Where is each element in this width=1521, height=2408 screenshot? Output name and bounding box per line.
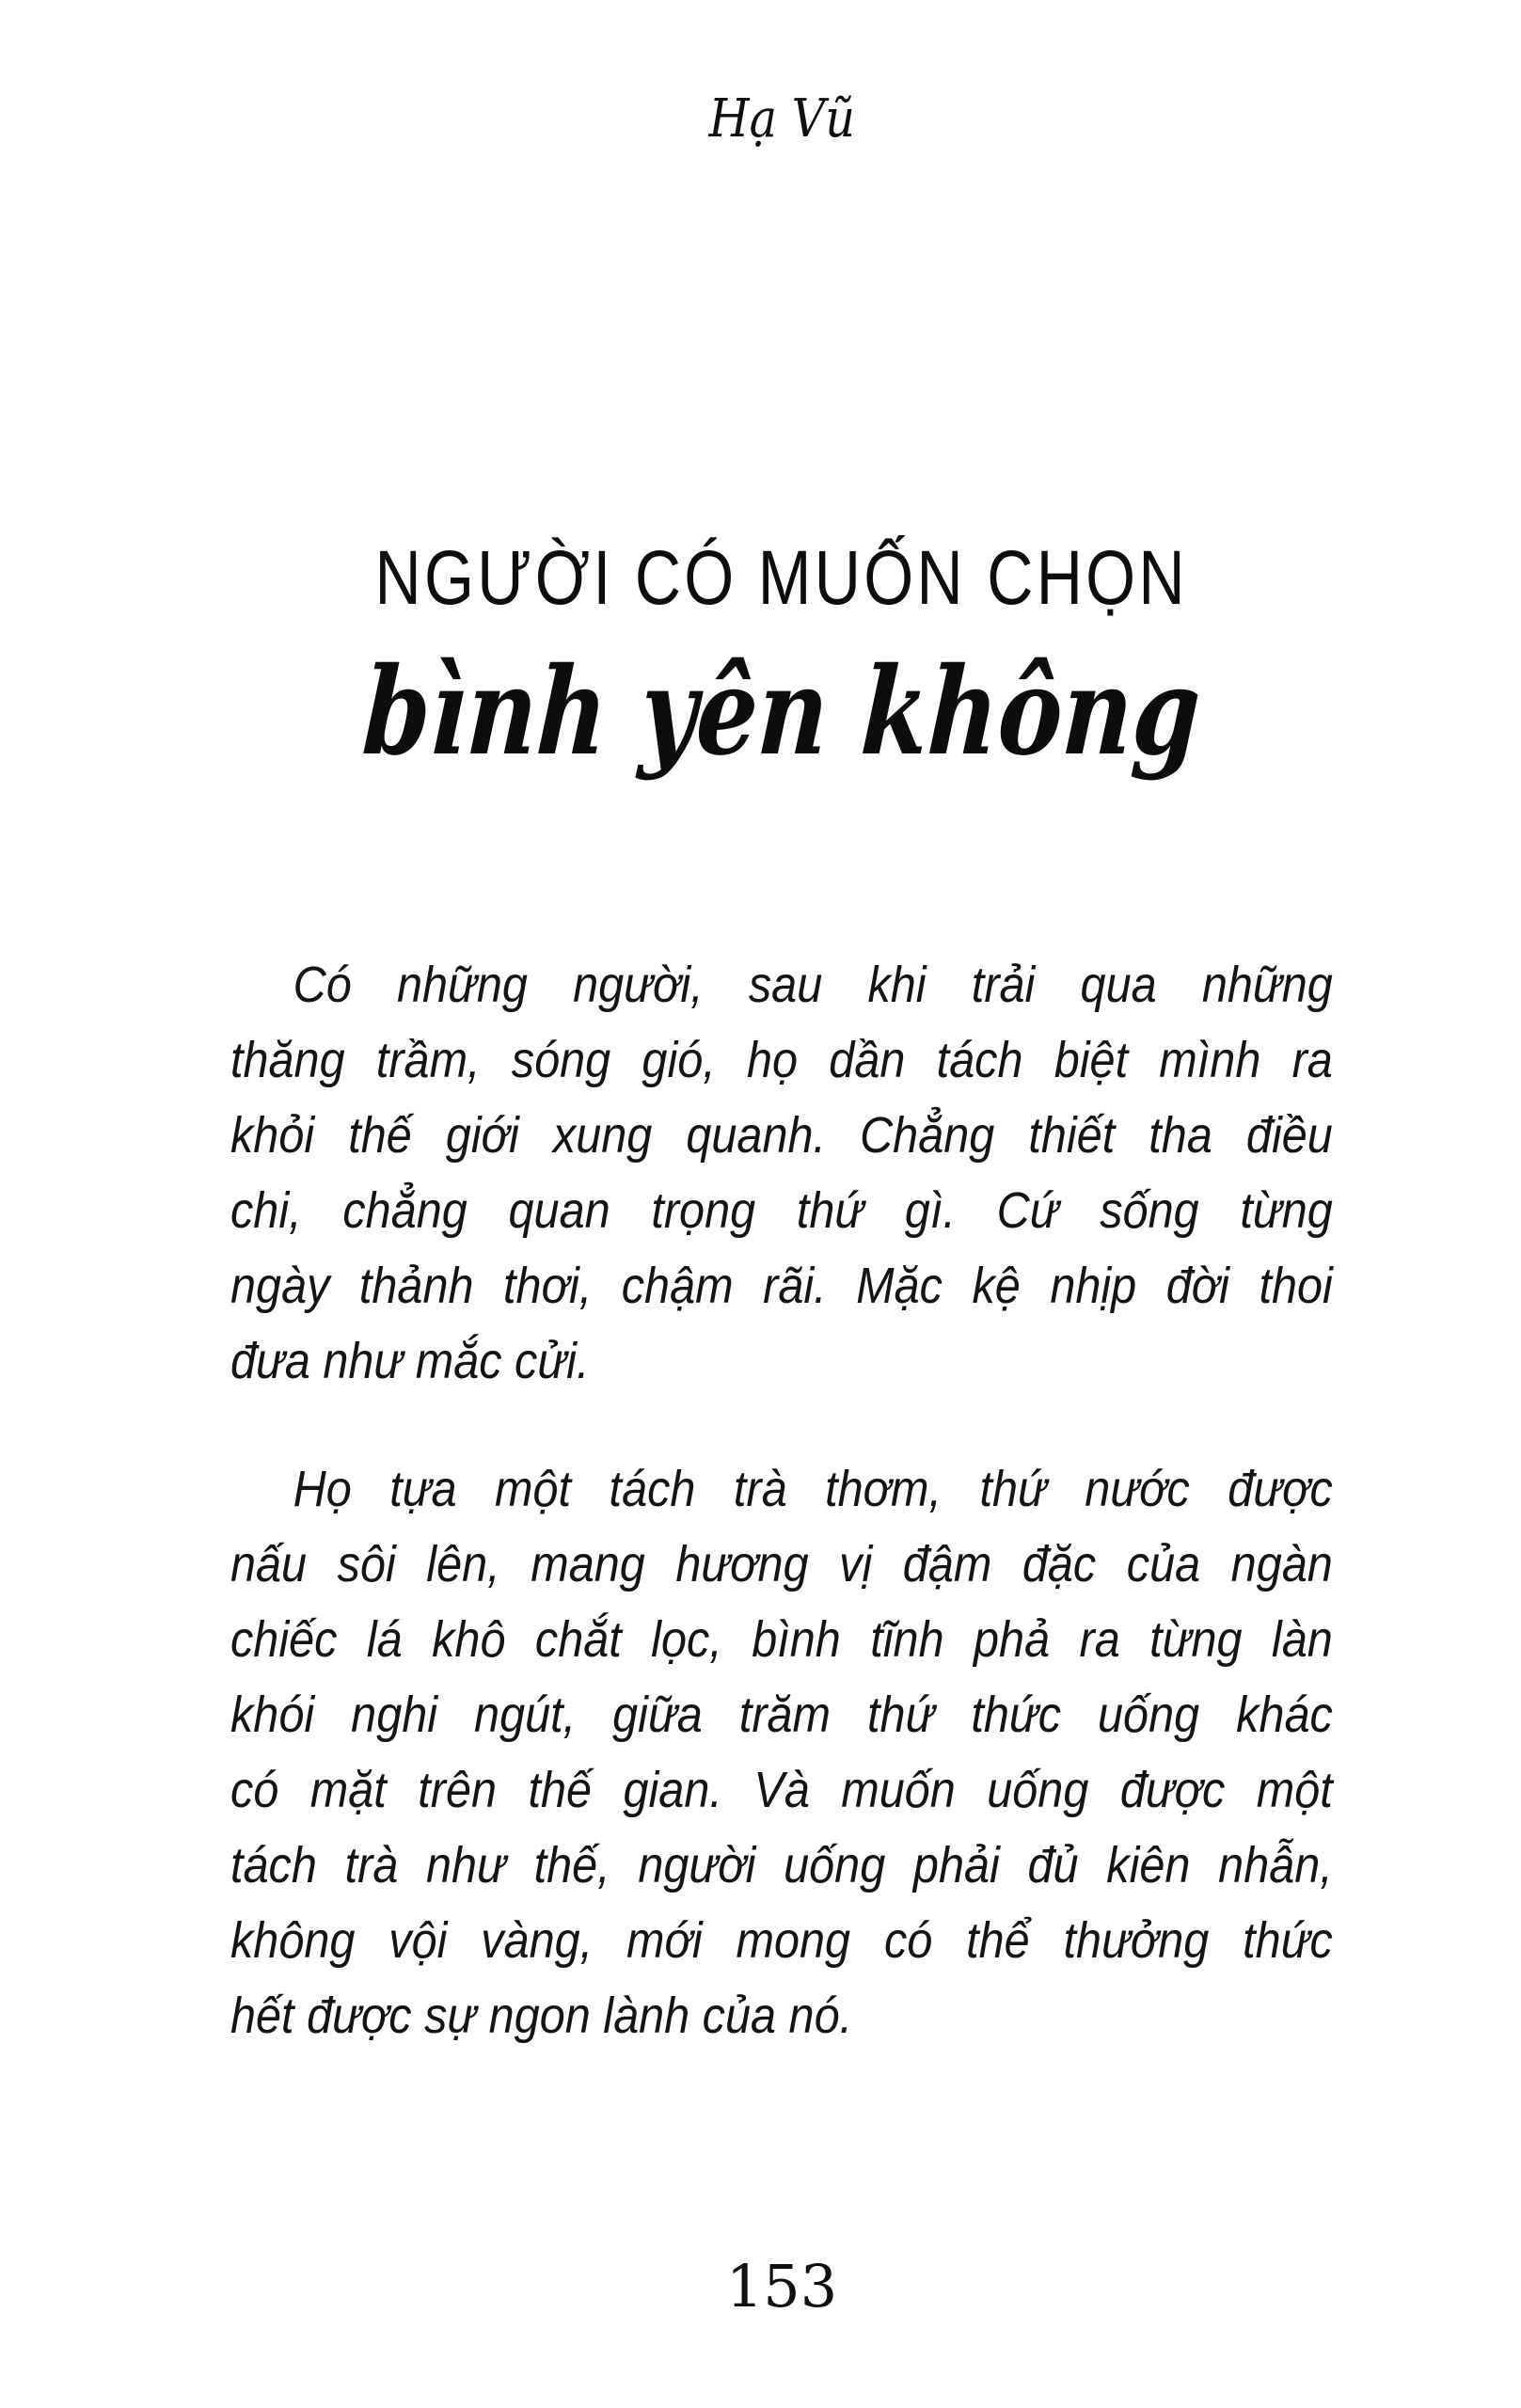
running-header [230,87,1333,152]
body-line: Họ tựa một tách trà thơm, thứ nước được [293,1461,1333,1517]
body-line: Có những người, sau khi trải qua những [293,957,1333,1013]
body-line: đưa như mắc cửi. [230,1333,590,1389]
body-line: có mặt trên thế gian. Và muốn uống được một [230,1762,1333,1818]
body-line: nấu sôi lên, mang hương vị đậm đặc của ngàn [230,1536,1333,1592]
body-line: không vội vàng, mới mong có thể thưởng thức [230,1912,1333,1969]
body-line: ngày thảnh thơi, chậm rãi. Mặc kệ nhịp đời thoi [230,1258,1333,1314]
page-number: 153 [725,2252,838,2321]
body-line: chi, chẳng quan trọng thứ gì. Cứ sống từng [230,1182,1333,1239]
body-line: khỏi thế giới xung quanh. Chẳng thiết tha điều [230,1107,1333,1164]
body-line: khói nghi ngút, giữa trăm thứ thức uống khác [230,1687,1333,1743]
chapter-title-caps: NGƯỜI CÓ MUỐN CHỌN [374,535,1189,621]
chapter-subtitle-text: bình yên không [359,642,1204,783]
chapter-subtitle-script [230,604,1333,820]
body-line: thăng trầm, sóng gió, họ dần tách biệt mình ra [230,1032,1333,1088]
body-line: tách trà như thế, người uống phải đủ kiên nhẫn, [230,1837,1333,1893]
paragraph-2 [230,1451,1333,2053]
body-line: hết được sự ngon lành của nó. [230,1988,853,2044]
paragraph-1 [230,947,1333,1399]
body-line: chiếc lá khô chắt lọc, bình tĩnh phả ra từng làn [230,1611,1333,1668]
running-header-author: Hạ Vũ [708,88,855,150]
